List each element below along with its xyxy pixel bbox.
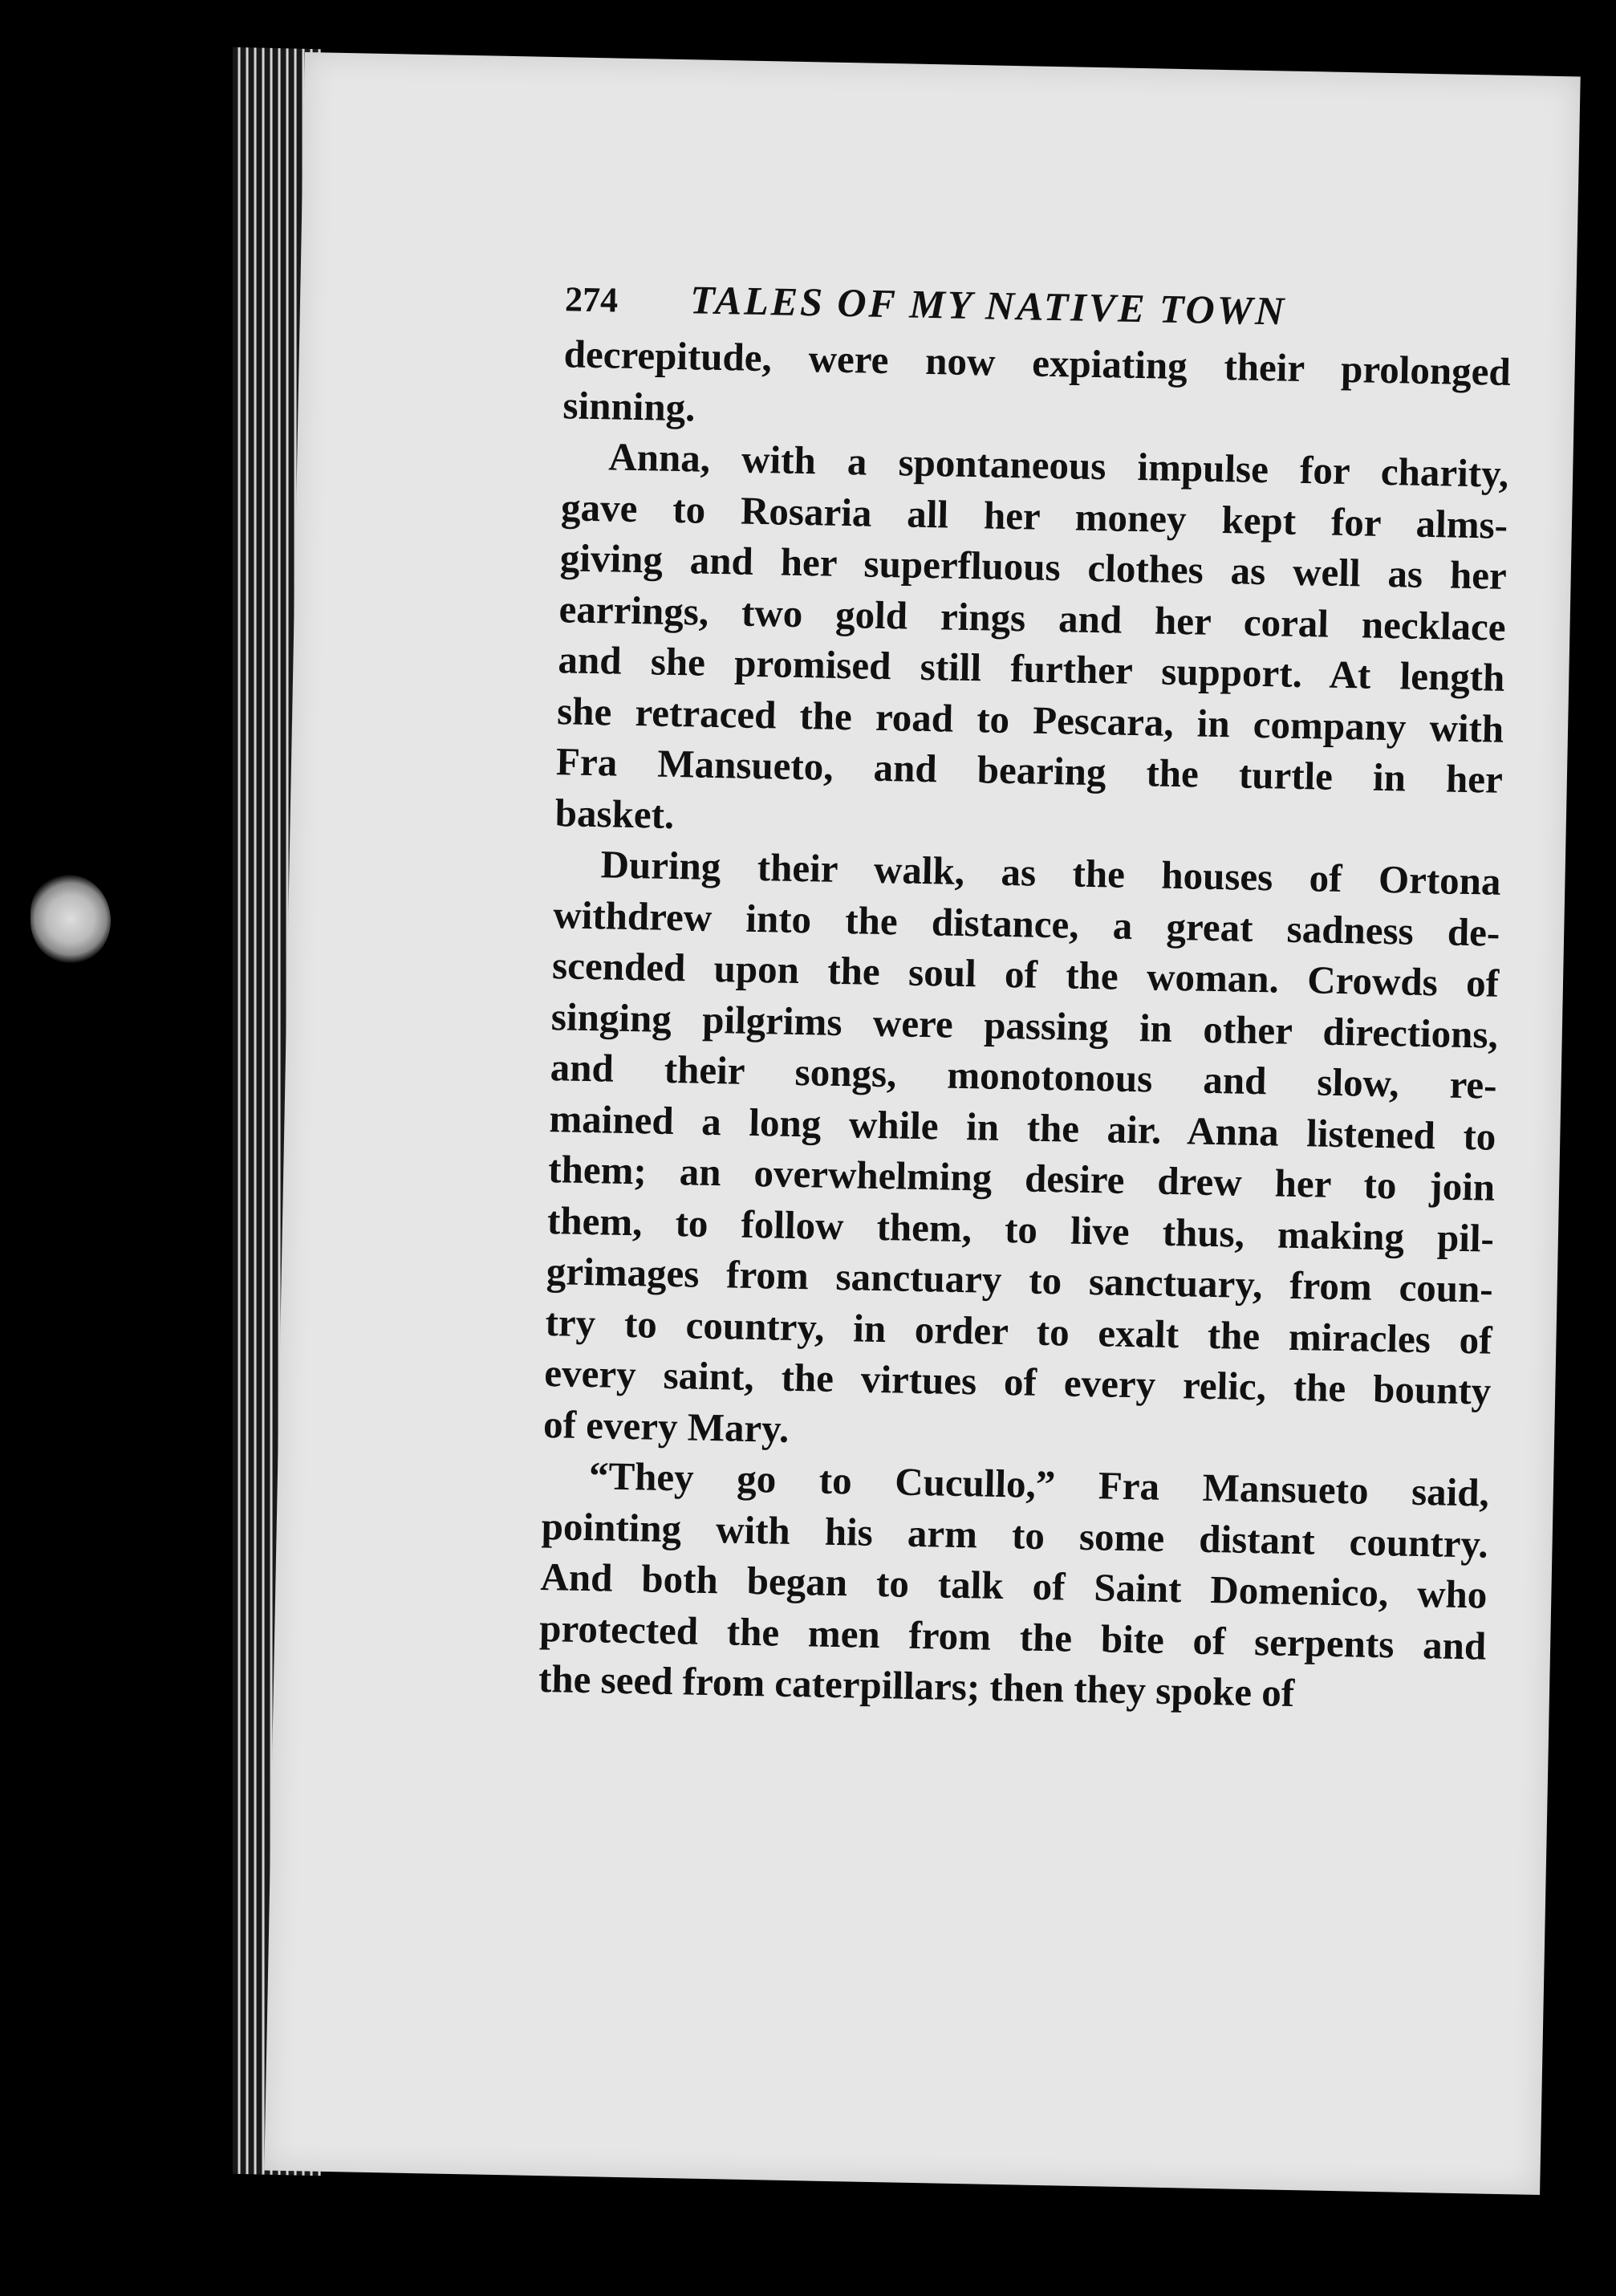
running-head xyxy=(565,274,1512,339)
text-line: decrepitude, were now expiating their prolonged xyxy=(563,331,1512,394)
text-line: scended upon the soul of the woman. Crowds of xyxy=(551,943,1500,1006)
text-line: of every Mary. xyxy=(542,1401,790,1451)
book-page xyxy=(264,52,1580,2195)
text-line: singing pilgrims were passing in other directions, xyxy=(550,994,1499,1057)
page-content xyxy=(538,274,1512,1722)
text-line: them, to follow them, to live thus, making pil- xyxy=(546,1197,1495,1261)
text-line: every saint, the virtues of every relic, the bounty xyxy=(543,1351,1492,1413)
text-line: gave to Rosaria all her money kept for alms- xyxy=(560,484,1508,547)
text-line: Anna, with a spontaneous impulse for charity, xyxy=(607,434,1509,496)
text-line: and their songs, monotonous and slow, re- xyxy=(550,1045,1498,1107)
paragraph xyxy=(554,430,1509,856)
text-line: she retraced the road to Pescara, in company with xyxy=(556,688,1504,751)
text-line: try to country, in order to exalt the miracles of xyxy=(545,1299,1492,1363)
body-text xyxy=(538,328,1512,1722)
running-title: TALES OF MY NATIVE TOWN xyxy=(689,277,1287,334)
text-line: grimages from sanctuary to sanctuary, from coun- xyxy=(546,1249,1494,1311)
text-line: Fra Mansueto, and bearing the turtle in her xyxy=(555,739,1504,802)
paragraph xyxy=(562,328,1511,449)
text-line: pointing with his arm to some distant country. xyxy=(541,1503,1489,1567)
text-line: basket. xyxy=(554,790,675,837)
text-line: protected the men from the bite of serpents and xyxy=(538,1605,1487,1668)
text-line: sinning. xyxy=(562,382,696,429)
text-line: withdrew into the distance, a great sadness de- xyxy=(552,892,1500,955)
page-number: 274 xyxy=(564,279,619,320)
scan-artifact-blot xyxy=(30,875,111,963)
text-line: the seed from caterpillars; then they spoke of xyxy=(538,1656,1295,1716)
text-line: mained a long while in the air. Anna listened to xyxy=(549,1095,1496,1159)
text-line: And both began to talk of Saint Domenico, who xyxy=(540,1554,1488,1617)
text-line: During their walk, as the houses of Ortona xyxy=(600,842,1501,904)
text-line: and she promised still further support. At length xyxy=(558,637,1505,700)
text-line: “They go to Cucullo,” Fra Mansueto said, xyxy=(588,1453,1490,1515)
paragraph xyxy=(538,1449,1490,1722)
text-line: earrings, two gold rings and her coral necklace xyxy=(558,586,1507,649)
text-line: giving and her superfluous clothes as well as her xyxy=(559,535,1508,598)
text-line: them; an overwhelming desire drew her to join xyxy=(547,1147,1496,1209)
paragraph xyxy=(543,838,1501,1468)
